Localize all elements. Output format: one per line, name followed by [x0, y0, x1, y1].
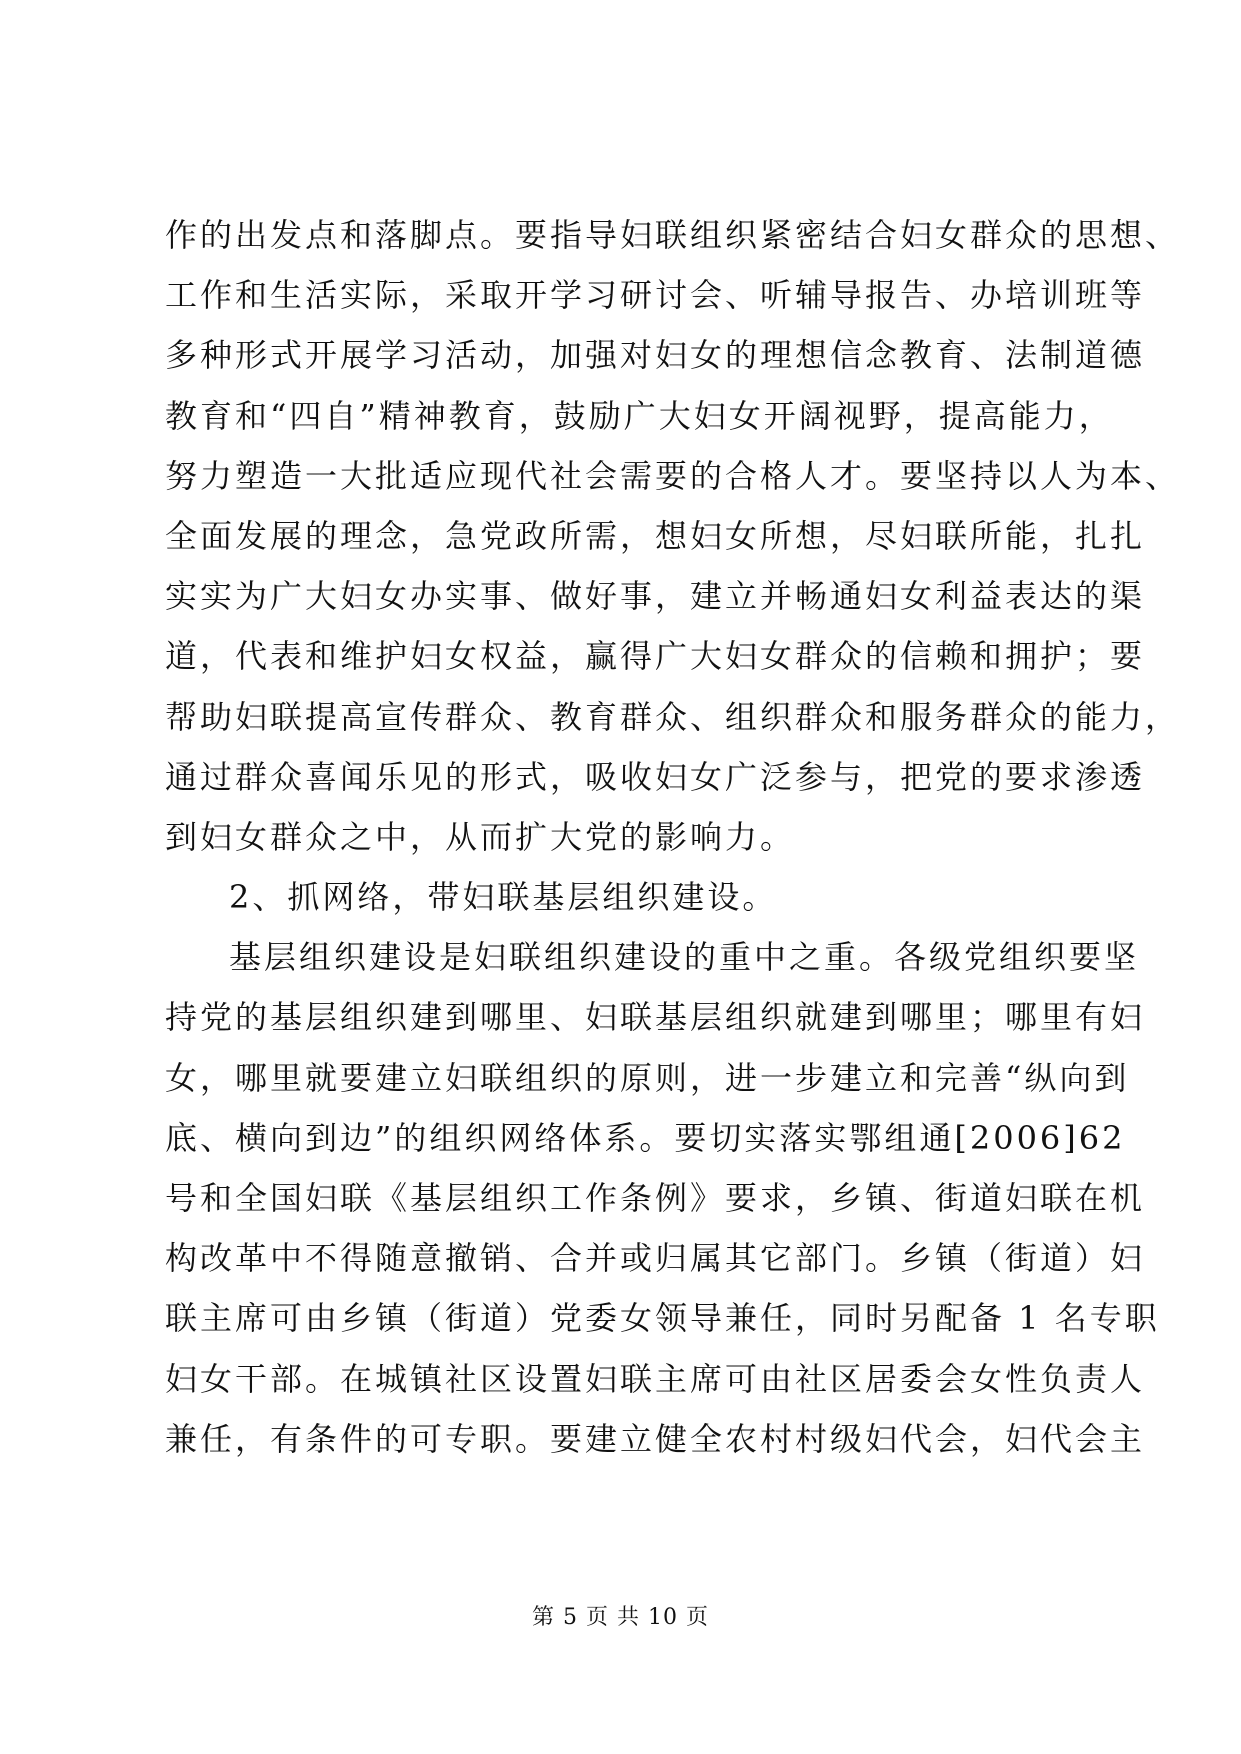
text-line: 女，哪里就要建立妇联组织的原则，进一步建立和完善“纵向到 [165, 1058, 1130, 1097]
text-line: 全面发展的理念，急党政所需，想妇女所想，尽妇联所能，扎扎 [165, 516, 1146, 555]
text-line: 到妇女群众之中，从而扩大党的影响力。 [165, 817, 796, 856]
text-line: 多种形式开展学习活动，加强对妇女的理想信念教育、法制道德 [165, 336, 1146, 375]
text-line: 妇女干部。在城镇社区设置妇联主席可由社区居委会女性负责人 [165, 1359, 1146, 1398]
text-line: 持党的基层组织建到哪里、妇联基层组织就建到哪里；哪里有妇 [165, 998, 1146, 1037]
text-line: 道，代表和维护妇女权益，赢得广大妇女群众的信赖和拥护；要 [165, 637, 1146, 676]
body-text [165, 205, 1181, 1469]
text-line: 作的出发点和落脚点。要指导妇联组织紧密结合妇女群众的思想、 [165, 216, 1181, 254]
text-line: 号和全国妇联《基层组织工作条例》要求，乡镇、街道妇联在机 [165, 1179, 1146, 1217]
text-line: 基层组织建设是妇联组织建设的重中之重。各级党组织要坚 [229, 938, 1140, 977]
section-heading: 2、抓网络，带妇联基层组织建设。 [229, 878, 778, 917]
text-line: 教育和“四自”精神教育，鼓励广大妇女开阔视野，提高能力， [165, 396, 1114, 435]
text-line: 联主席可由乡镇（街道）党委女领导兼任，同时另配备 1 名专职 [165, 1299, 1160, 1338]
text-line: 构改革中不得随意撤销、合并或归属其它部门。乡镇（街道）妇 [165, 1239, 1146, 1278]
text-line: 帮助妇联提高宣传群众、教育群众、组织群众和服务群众的能力， [165, 697, 1181, 736]
text-line: 通过群众喜闻乐见的形式，吸收妇女广泛参与，把党的要求渗透 [165, 757, 1146, 796]
text-line: 努力塑造一大批适应现代社会需要的合格人才。要坚持以人为本、 [165, 456, 1181, 495]
text-line: 底、横向到边”的组织网络体系。要切实落实鄂组通[2006]62 [165, 1118, 1126, 1157]
text-line: 实实为广大妇女办实事、做好事，建立并畅通妇女利益表达的渠 [165, 577, 1146, 616]
page-number-footer: 第 5 页 共 10 页 [532, 1605, 709, 1630]
text-line: 工作和生活实际，采取开学习研讨会、听辅导报告、办培训班等 [165, 276, 1146, 315]
text-line: 兼任，有条件的可专职。要建立健全农村村级妇代会，妇代会主 [165, 1419, 1146, 1458]
